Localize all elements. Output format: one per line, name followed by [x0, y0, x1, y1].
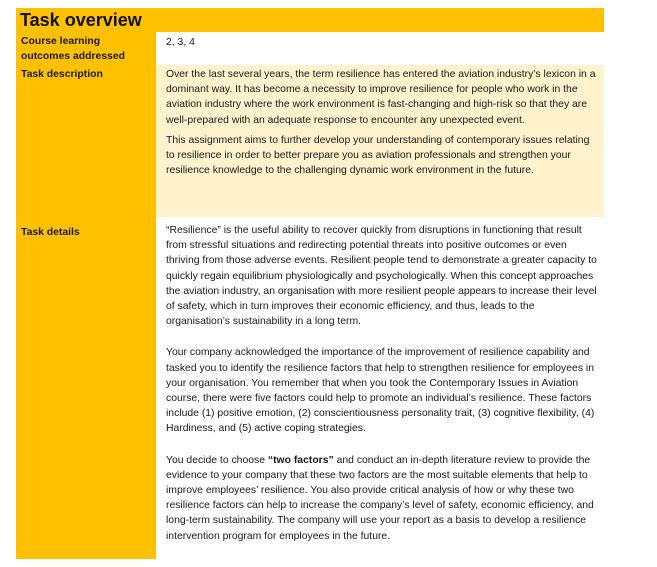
- description-paragraph: Over the last several years, the term resilience has entered the aviation industry’s lexicon in a dominant way. It has become a necessity to improve resilience for people who work in the aviation industry where the work environment is fast-changing and high-risk so that they are well-prepared with an adequate response to encounter any unexpected event.: [166, 69, 596, 126]
- outcomes-row: [16, 32, 604, 65]
- task-overview-table: [16, 8, 604, 559]
- details-paragraph: “Resilience” is the useful ability to recover quickly from disruptions in functioning that result from stressful situations and redirecting potential threats into positive outcomes or even thriving from those adverse events. Resilient people tend to demonstrate a greater capacity to quickly regain equilibrium physiologically and psychologically. When this concept approaches the aviation industry, an organisation with more resilient people appears to increase their level of safety, which in turn improves their economic efficiency, and thus, leads to the organisation’s sustainability in a long term.: [166, 225, 597, 328]
- details-label: Task details: [16, 217, 156, 559]
- two-factors-emphasis: “two factors”: [267, 454, 334, 466]
- details-value: [156, 217, 604, 559]
- description-row: [16, 65, 604, 217]
- table-title: Task overview: [16, 8, 604, 32]
- description-label: Task description: [16, 65, 156, 217]
- details-text: You decide to choose: [166, 454, 268, 466]
- details-paragraph: [166, 453, 598, 544]
- details-paragraph: Your company acknowledged the importance of the improvement of resilience capability and tasked you to identify the resilience factors that help to strengthen resilience for employees in your organisation. You remember that when you took the Contemporary Issues in Aviation course, there were five factors could help to promote an individual’s resilience. These factors include (1) positive emotion, (2) conscientiousness personality trait, (3) cognitive flexibility, (4) Hardiness, and (5) active coping strategies.: [166, 347, 595, 435]
- description-value: [156, 65, 604, 217]
- outcomes-label: Course learning outcomes addressed: [16, 32, 156, 65]
- description-paragraph: This assignment aims to further develop your understanding of contemporary issues relating to resilience in order to better prepare you as aviation professionals and strengthen your resilience knowledge to the challenging dynamic work environment in the future.: [166, 134, 590, 177]
- outcomes-value: 2, 3, 4: [166, 37, 195, 48]
- details-text: and conduct an in-depth literature review to provide the evidence to your company that these two factors are the most suitable elements that help to improve employees’ resilience. You also provide critical analysis of how or why these two resilience factors can help to increase the company’s level of safety, economic efficiency, and long-term sustainability. The company will use your report as a basis to develop a resilience intervention program for employees in the future.: [166, 454, 594, 542]
- details-row: [16, 217, 604, 559]
